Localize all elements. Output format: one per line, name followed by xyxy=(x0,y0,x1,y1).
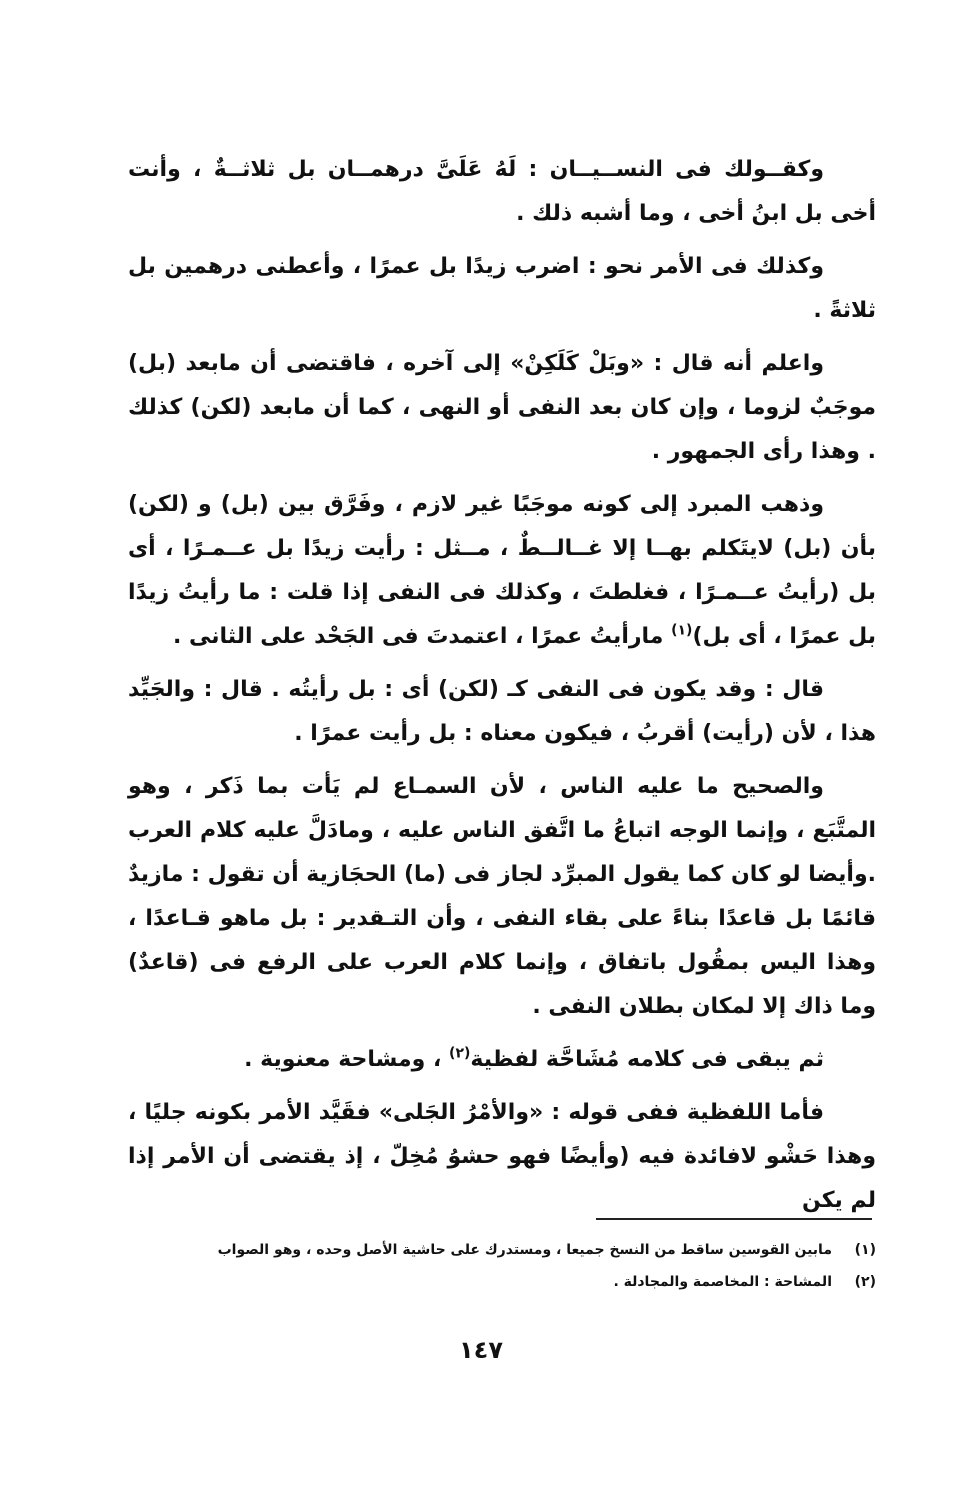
footnote-ref-1: (١) xyxy=(671,622,693,639)
paragraph-2-text: وكذلك فى الأمر نحو : اضرب زيدًا بل عمرًا ، وأعطنى درهمين بل ثلاثةً . xyxy=(128,254,876,323)
paragraph-8-text: فأما اللفظية ففى قوله : «والأمْرُ الجَلى» فقَيَّد الأمر بكونه جليًا ، وهذا حَشْو لافائدة فيه (وأيضًا فهو حشوُ مُخِلّ ، إذ يقتضى أن الأمر إذا لم يكن xyxy=(128,1100,876,1213)
footnotes xyxy=(128,1234,876,1298)
paragraph-3 xyxy=(128,342,876,474)
page-number: ١٤٧ xyxy=(459,1336,503,1364)
footnote-1-number: (١) xyxy=(854,1242,876,1258)
footnote-2-number: (٢) xyxy=(854,1274,876,1290)
footnote-1-text: مابين القوسين ساقط من النسخ جميعا ، ومستدرك على حاشية الأصل وحده ، وهو الصواب xyxy=(217,1242,832,1258)
paragraph-6 xyxy=(128,765,876,1029)
paragraph-5-text: قال : وقد يكون فى النفى كـ (لكن) أى : بل رأيتُه . قال : والجَيِّد هذا ، لأن (رأيت) أقربُ ، فيكون معناه : بل رأيت عمرًا . xyxy=(128,677,876,746)
paragraph-7-text-after: ، ومشاحة معنوية . xyxy=(244,1047,450,1072)
footnote-divider xyxy=(596,1218,872,1220)
paragraph-8 xyxy=(128,1091,876,1223)
paragraph-2 xyxy=(128,245,876,333)
paragraph-7-text: ثم يبقى فى كلامه مُشَاحَّة لفظية xyxy=(470,1047,824,1072)
footnote-ref-2: (٢) xyxy=(449,1045,471,1062)
paragraph-5 xyxy=(128,668,876,756)
footnote-2 xyxy=(128,1266,876,1298)
paragraph-4-text-after: مارأيتُ عمرًا ، اعتمدتَ فى الجَحْد على الثانى . xyxy=(172,624,672,649)
footnote-2-text: المشاحة : المخاصمة والمجادلة . xyxy=(613,1274,832,1290)
paragraph-6-text: والصحيح ما عليه الناس ، لأن السمـاع لم يَأت بما ذَكر ، وهو المتَّبَع ، وإنما الوجه اتباعُ ما اتَّفق الناس عليه ، ومادَلَّ عليه كلام العرب .وأيضا لو كان كما يقول المبرِّد لجاز فى (ما) الحجَازية أن تقول : مازيدٌ قائمًا بل قاعدًا بناءً على بقاء النفى ، وأن التـقدير : بل ماهو قـاعدًا ، وهذا اليس بمقُول باتفاق ، وإنما كلام العرب على الرفع فى (قاعدٌ) وما ذاك إلا لمكان بطلان النفى . xyxy=(128,774,876,1019)
paragraph-3-text: واعلم أنه قال : «وبَلْ كَلَكِنْ» إلى آخره ، فاقتضى أن مابعد (بل) موجَبٌ لزوما ، وإن كان بعد النفى أو النهى ، كما أن مابعد (لكن) كذلك . وهذا رأى الجمهور . xyxy=(128,351,876,464)
paragraph-1-text: وكقــولك فى النســيــان : لَهُ عَلَىَّ درهمــان بل ثلاثــةٌ ، وأنت أخى بل ابنُ أخى ، وما أشبه ذلك . xyxy=(128,157,876,226)
paragraph-4-text: وذهب المبرد إلى كونه موجَبًا غير لازم ، وفَرَّق بين (بل) و (لكن) بأن (بل) لايتَكلم بهــا إلا غــالــطٌ ، مــثل : رأيت زيدًا بل عــمـرًا ، أى بل (رأيتُ عــمـرًا ، فغلطتَ ، وكذلك فى النفى إذا قلت : ما رأيتُ زيدًا بل عمرًا ، أى بل) xyxy=(128,492,876,649)
paragraph-4 xyxy=(128,483,876,659)
paragraph-1 xyxy=(128,148,876,236)
main-text xyxy=(128,148,876,1232)
paragraph-7 xyxy=(128,1038,876,1082)
footnote-1 xyxy=(128,1234,876,1266)
